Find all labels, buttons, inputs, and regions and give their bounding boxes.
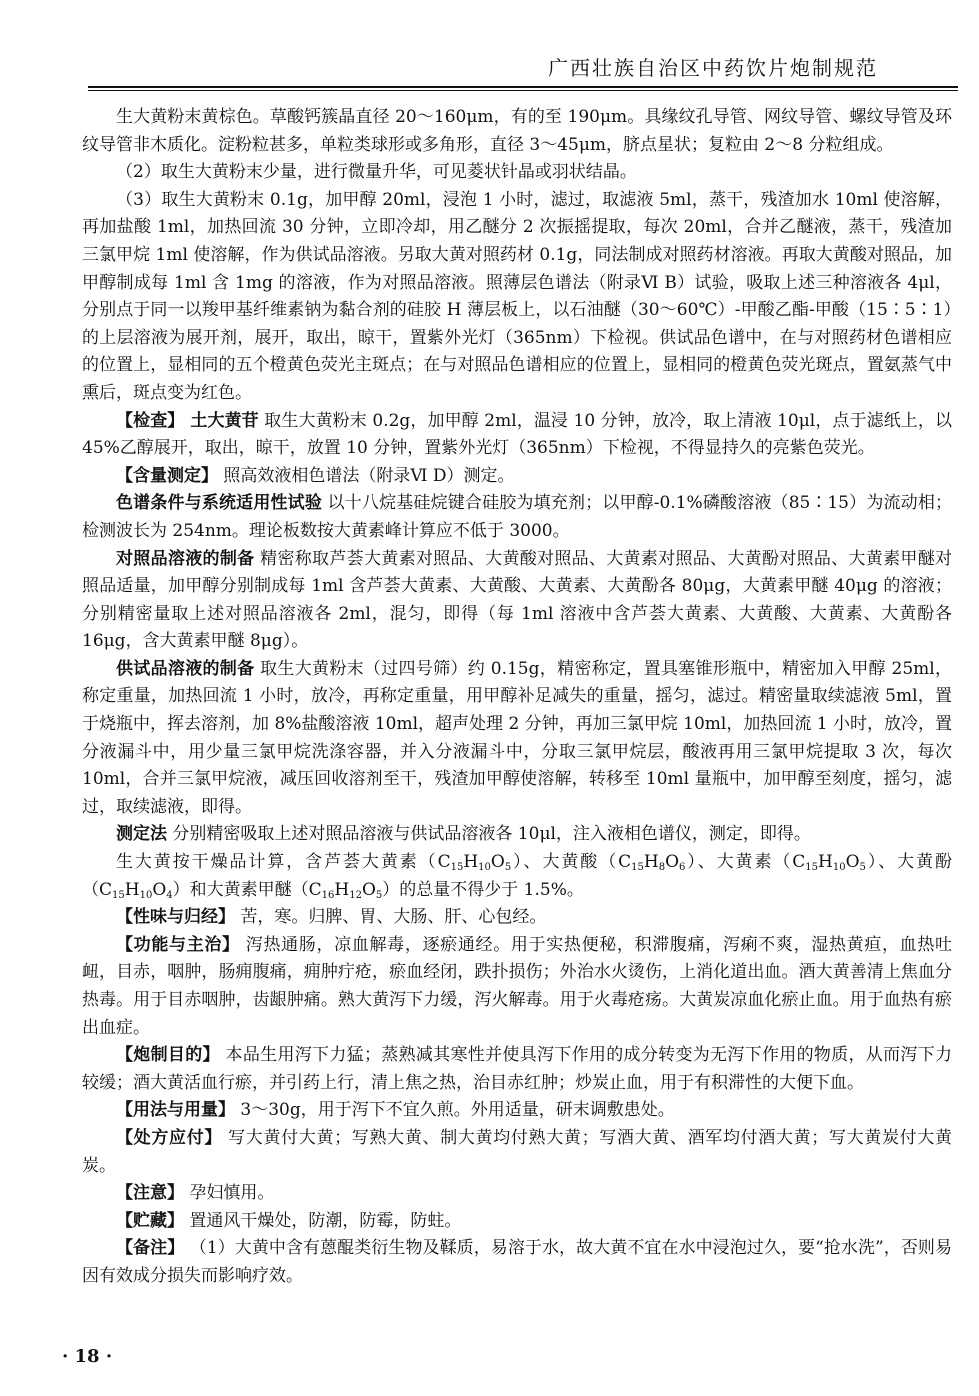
paragraph-text: 孕妇慎用。 — [184, 1183, 275, 1204]
formula-text: H — [818, 852, 833, 873]
section-nature-meridian — [82, 904, 952, 932]
section-remarks — [82, 1235, 952, 1290]
paragraph-text: 写大黄付大黄；写熟大黄、制大黄均付熟大黄；写酒大黄、酒军均付酒大黄；写大黄炭付大黄炭。 — [82, 1127, 953, 1176]
section-label: 色谱条件与系统适用性试验 — [116, 493, 323, 514]
running-header-title: 广西壮族自治区中药饮片炮制规范 — [548, 56, 878, 80]
paragraph-text: （2）取生大黄粉末少量，进行微量升华，可见菱状针晶或羽状结晶。 — [116, 162, 637, 183]
section-label: 【用法与用量】 — [116, 1100, 235, 1121]
section-label: 【含量测定】 — [116, 465, 218, 486]
paragraph-powder-description — [82, 104, 952, 159]
section-label: 【贮藏】 — [116, 1210, 184, 1231]
subscript: 15 — [805, 862, 819, 874]
section-inspection — [82, 408, 952, 463]
paragraph-text: 照高效液相色谱法（附录Ⅵ D）测定。 — [218, 465, 515, 486]
section-label: 【注意】 — [116, 1183, 184, 1204]
subscript: 15 — [631, 862, 644, 874]
formula-text: O — [665, 852, 679, 873]
subscript: 10 — [832, 862, 846, 874]
formula-text: ）、大黄酸（C — [511, 852, 632, 873]
paragraph-content-limit — [82, 849, 952, 904]
formula-text: O — [152, 879, 167, 900]
formula-text: ）、大黄素（C — [685, 852, 806, 873]
subscript: 15 — [112, 889, 125, 901]
subscript: 12 — [349, 889, 362, 901]
formula-text: H — [334, 879, 350, 900]
section-processing-purpose — [82, 1042, 952, 1097]
formula-text: O — [845, 852, 860, 873]
paragraph-text: （1）大黄中含有蒽醌类衍生物及鞣质，易溶于水，故大黄不宜在水中浸泡过久，要“抢水洗”，否则易因有效成分损失而影响疗效。 — [82, 1238, 953, 1286]
paragraph-text: 3～30g，用于泻下不宜久煎。外用适量，研末调敷患处。 — [235, 1100, 675, 1121]
paragraph-text: 泻热通肠，凉血解毒，逐瘀通经。用于实热便秘，积滞腹痛，泻痢不爽，湿热黄疸，血热吐衄，目赤，咽肿，肠痈腹痛，痈肿疔疮，瘀血经闭，跌扑损伤；外治水火烫伤，上消化道出血。酒大黄善清上焦血分热毒。用于目赤咽肿，齿龈肿痛。熟大黄泻下力缓，泻火解毒。用于火毒疮疡。大黄炭凉血化瘀止血。用于血热有瘀出血症。 — [82, 934, 953, 1038]
section-label: 测定法 — [116, 824, 167, 845]
paragraph-text: 本品生用泻下力猛；蒸熟减其寒性并使具泻下作用的成分转变为无泻下作用的物质，从而泻下力较缓；酒大黄活血行瘀，并引药上行，清上焦之热，治目赤红肿；炒炭止血，用于有积滞性的大便下血。 — [82, 1045, 952, 1093]
section-label: 【处方应付】 — [116, 1127, 223, 1148]
page-body — [82, 104, 952, 1291]
paragraph-text: 生大黄粉末黄棕色。草酸钙簇晶直径 20～160μm，有的至 190μm。具缘纹孔导管、网纹导管、螺纹导管及环纹导管非木质化。淀粉粒甚多，单粒类球形或多角形，直径 3～45μm，脐点星状；复粒由 2～8 分粒组成。 — [82, 107, 952, 155]
paragraph-tlc-test — [82, 187, 952, 408]
subscript: 5 — [375, 889, 383, 901]
subscript: 8 — [658, 862, 666, 874]
section-label: 【备注】 — [116, 1238, 185, 1259]
section-label: 【功能与主治】 — [116, 934, 240, 955]
formula-text: ）的总量不得少于 1.5%。 — [382, 879, 584, 900]
section-label: 【检查】 土大黄苷 — [116, 410, 259, 431]
formula-text: ）和大黄素甲醚（C — [172, 879, 322, 900]
paragraph-sublimation-test — [82, 159, 952, 187]
formula-text: ）、大黄酚（C — [82, 852, 952, 900]
section-usage-dosage — [82, 1097, 952, 1125]
paragraph-text: （3）取生大黄粉末 0.1g，加甲醇 20ml，浸泡 1 小时，滤过，取滤液 5ml，蒸干，残渣加水 10ml 使溶解，再加盐酸 1ml，加热回流 30 分钟，立即冷却，用乙醚分 2 次振摇提取，每次 20ml，合并乙醚液，蒸干，残渣加三氯甲烷 1ml 使溶解，作为供试品溶液。另取大黄对照药材 0.1g，同法制成对照药材溶液。再取大黄酸对照品，加甲醇制成每 1ml 含 1mg 的溶液，作为对照品溶液。照薄层色谱法（附录Ⅵ B）试验，吸取上述三种溶液各 4μl，分别点于同一以羧甲基纤维素钠为黏合剂的硅胶 H 薄层板上，以石油醚（30～60℃）-甲酸乙酯-甲酸（15∶5∶1）的上层溶液为展开剂，展开，取出，晾干，置紫外光灯（365nm）下检视。供试品色谱中，在与对照药材色谱相应的位置上，显相同的五个橙黄色荧光主斑点；在与对照品色谱相应的位置上，显相同的橙黄色荧光斑点，置氨蒸气中熏后，斑点变为红色。 — [82, 189, 952, 403]
formula-text: O — [361, 879, 376, 900]
formula-text: H — [124, 879, 140, 900]
paragraph-text: 置通风干燥处，防潮，防霉，防蛀。 — [184, 1210, 462, 1231]
subsection-procedure — [82, 821, 952, 849]
formula-text: O — [490, 852, 505, 873]
section-assay — [82, 463, 952, 491]
subscript: 5 — [859, 862, 866, 874]
paragraph-text: 取生大黄粉末 0.2g，加甲醇 2ml，温浸 10 分钟，放冷，取上清液 10μl，点于滤纸上，以 45%乙醇展开，取出，晾干，放置 10 分钟，置紫外光灯（365nm）下检视，不得显持久的亮紫色荧光。 — [82, 410, 953, 459]
subscript: 15 — [450, 862, 464, 874]
subsection-reference-solution — [82, 546, 952, 656]
section-functions-indications — [82, 932, 952, 1042]
formula-text: H — [463, 852, 479, 873]
section-precautions — [82, 1180, 952, 1208]
paragraph-text: 苦，寒。归脾、胃、大肠、肝、心包经。 — [235, 907, 547, 928]
subscript: 10 — [139, 889, 153, 901]
formula-text: H — [643, 852, 659, 873]
paragraph-text: 精密称取芦荟大黄素对照品、大黄酸对照品、大黄素对照品、大黄酚对照品、大黄素甲醚对照品适量，加甲醇分别制成每 1ml 含芦荟大黄素、大黄酸、大黄素、大黄酚各 80μg，大黄素甲醚 40μg 的溶液；分别精密量取上述对照品溶液各 2ml，混匀，即得（每 1ml 溶液中含芦荟大黄素、大黄酸、大黄素、大黄酚各 16μg，含大黄素甲醚 8μg）。 — [82, 548, 953, 652]
paragraph-text: 以十八烷基硅烷键合硅胶为填充剂；以甲醇-0.1%磷酸溶液（85∶15）为流动相；检测波长为 254nm。理论板数按大黄素峰计算应不低于 3000。 — [82, 493, 952, 541]
subscript: 6 — [679, 862, 686, 874]
section-label: 对照品溶液的制备 — [116, 548, 255, 569]
page-number: · 18 · — [62, 1346, 113, 1367]
section-prescription — [82, 1125, 952, 1180]
section-label: 【炮制目的】 — [116, 1045, 220, 1066]
section-storage — [82, 1208, 952, 1236]
paragraph-text: 取生大黄粉末（过四号筛）约 0.15g，精密称定，置具塞锥形瓶中，精密加入甲醇 25ml，称定重量，加热回流 1 小时，放冷，再称定重量，用甲醇补足减失的重量，摇匀，滤过。精密量取续滤液 5ml，置于烧瓶中，挥去溶剂，加 8%盐酸溶液 10ml，超声处理 2 分钟，再加三氯甲烷 10ml，加热回流 1 小时，放冷，置分液漏斗中，用少量三氯甲烷洗涤容器，并入分液漏斗中，分取三氯甲烷层，酸液再用三氯甲烷提取 3 次，每次 10ml，合并三氯甲烷液，减压回收溶剂至干，残渣加甲醇使溶解，转移至 10ml 量瓶中，加甲醇至刻度，摇匀，滤过，取续滤液，即得。 — [82, 658, 953, 817]
subscript: 10 — [478, 862, 491, 874]
paragraph-text: 分别精密吸取上述对照品溶液与供试品溶液各 10μl，注入液相色谱仪，测定，即得。 — [167, 824, 811, 845]
header-rule — [88, 86, 958, 91]
running-header — [88, 52, 958, 81]
formula-text: 生大黄按干燥品计算，含芦荟大黄素（C — [116, 852, 451, 873]
subscript: 4 — [166, 889, 173, 901]
subsection-test-solution — [82, 656, 952, 822]
subscript: 16 — [321, 889, 335, 901]
subscript: 5 — [504, 862, 512, 874]
section-label: 供试品溶液的制备 — [116, 658, 255, 679]
section-label: 【性味与归经】 — [116, 907, 235, 928]
subsection-chromatographic-conditions — [82, 490, 952, 545]
